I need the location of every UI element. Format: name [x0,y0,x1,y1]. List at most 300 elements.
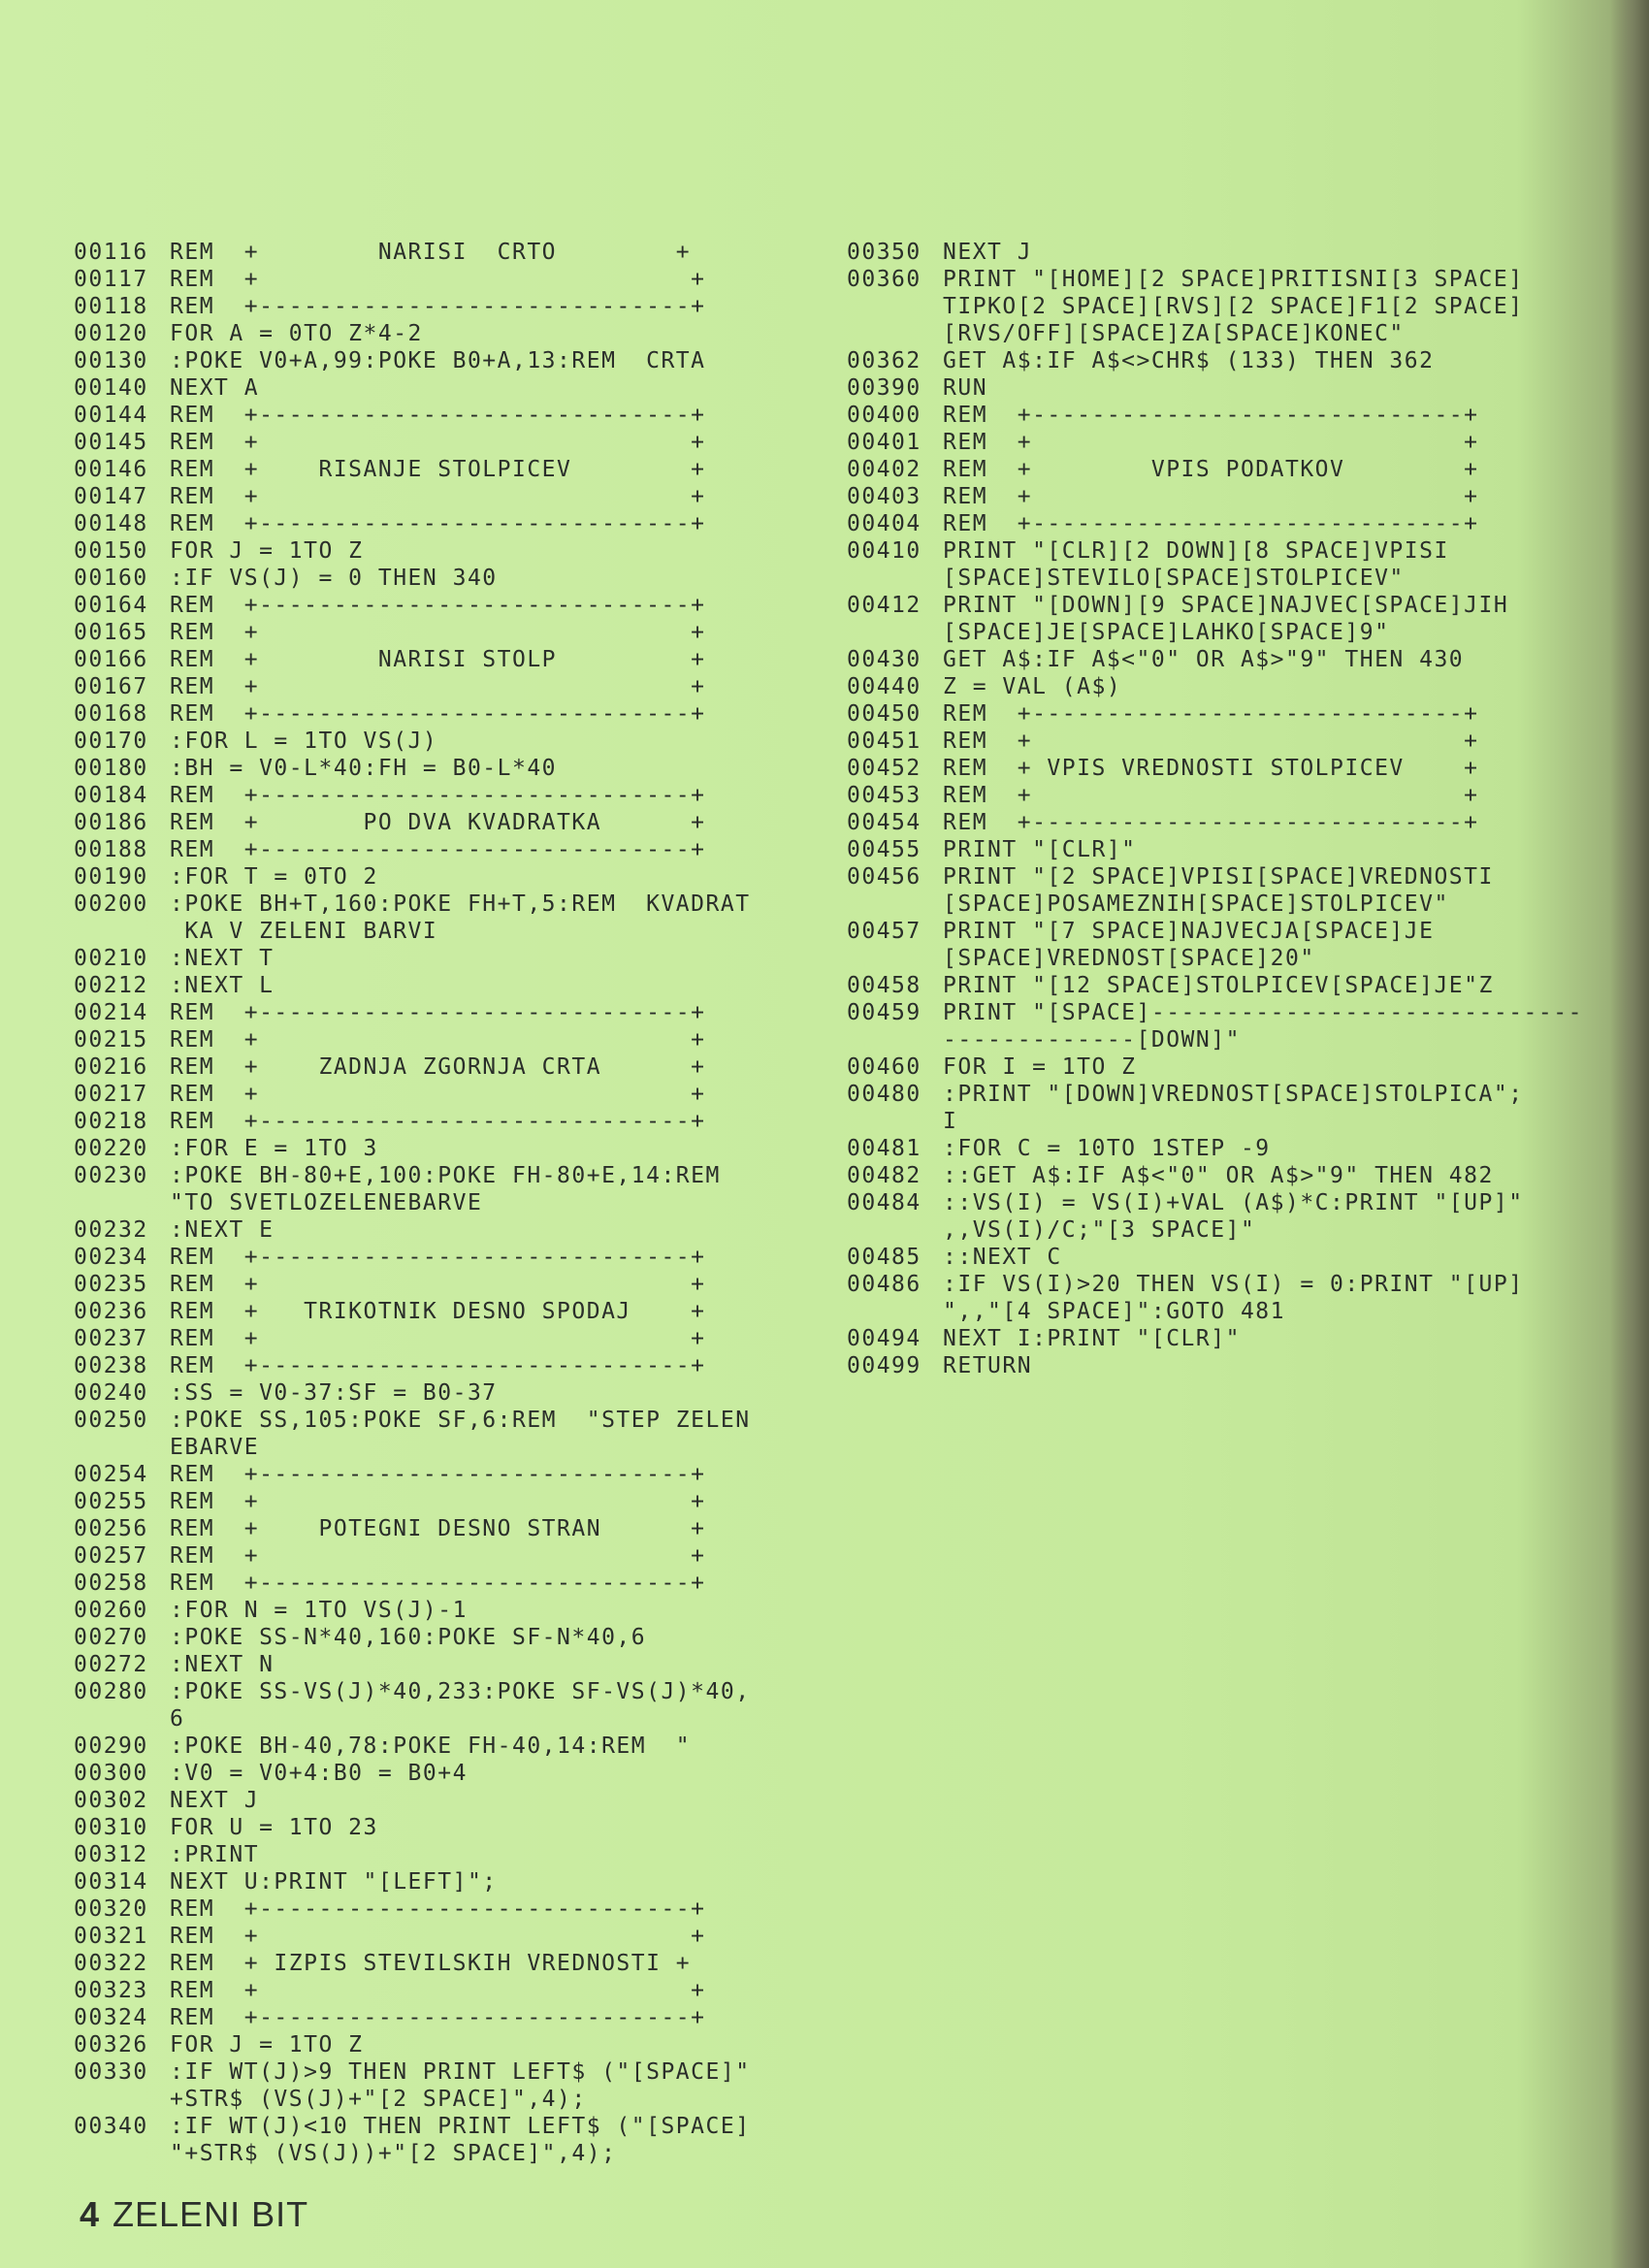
code-line [74,619,751,646]
code-line [74,1488,751,1515]
line-number: 00458 [847,973,922,998]
line-number: 00459 [847,1000,922,1025]
line-number [847,565,943,592]
line-number: 00148 [74,511,148,536]
code-line [74,782,751,809]
line-code: NEXT J [170,1788,260,1813]
line-number: 00321 [74,1924,148,1949]
code-line [74,347,751,374]
line-code: REM +-----------------------------+ [943,701,1479,727]
code-line [74,1597,751,1624]
code-line [74,1053,751,1081]
line-code: REM +-----------------------------+ [170,783,706,808]
code-line [847,972,1583,999]
line-number: 00190 [74,864,148,890]
line-number: 00430 [847,647,922,672]
line-code: 6 [170,1706,185,1732]
code-line [74,1271,751,1298]
line-code: REM +-----------------------------+ [170,403,706,428]
code-line [74,1081,751,1108]
line-number: 00330 [74,2059,148,2085]
line-code: FOR A = 0TO Z*4-2 [170,321,423,346]
code-line [847,673,1583,700]
line-code: +STR$ (VS(J)+"[2 SPACE]",4); [170,2087,587,2112]
code-line [847,483,1583,510]
line-number: 00412 [847,593,922,618]
line-code: REM +-----------------------------+ [943,810,1479,835]
code-line [74,1841,751,1868]
line-number: 00280 [74,1679,148,1704]
line-number [74,1189,170,1216]
line-code: :IF VS(I)>20 THEN VS(I) = 0:PRINT "[UP] [943,1272,1524,1297]
code-line [74,2113,751,2140]
line-code: REM + ZADNJA ZGORNJA CRTA + [170,1054,706,1080]
code-line [74,809,751,836]
line-number [74,1705,170,1733]
line-number: 00499 [847,1353,922,1378]
line-code: REM + + [943,484,1479,509]
line-code: FOR J = 1TO Z [170,538,364,564]
line-number: 00230 [74,1163,148,1188]
line-code: :NEXT E [170,1217,275,1243]
line-number: 00456 [847,864,922,890]
code-line [74,1135,751,1162]
line-code: -------------[DOWN]" [943,1027,1241,1053]
line-number: 00164 [74,593,148,618]
line-number: 00451 [847,729,922,754]
line-code: :POKE SS,105:POKE SF,6:REM "STEP ZELEN [170,1408,751,1433]
magazine-name: ZELENI BIT [113,2194,309,2234]
line-number: 00260 [74,1598,148,1623]
code-line [74,972,751,999]
code-line [847,999,1583,1026]
line-number: 00450 [847,701,922,727]
line-number: 00118 [74,294,148,319]
line-number: 00390 [847,375,922,401]
code-line [74,565,751,592]
line-number: 00457 [847,919,922,944]
code-line [74,1216,751,1244]
code-line [74,239,751,266]
line-code: REM + NARISI STOLP + [170,647,706,672]
line-number [847,320,943,347]
line-number: 00216 [74,1054,148,1080]
line-code: :POKE BH+T,160:POKE FH+T,5:REM KVADRAT [170,891,751,917]
line-code: :NEXT T [170,946,275,971]
line-code: [SPACE]JE[SPACE]LAHKO[SPACE]9" [943,620,1390,645]
line-number: 00410 [847,538,922,564]
line-code: REM + + [943,729,1479,754]
code-line [74,1325,751,1352]
code-line [74,1624,751,1651]
code-line [847,1352,1583,1379]
line-code: :FOR E = 1TO 3 [170,1136,378,1161]
line-number: 00258 [74,1571,148,1596]
code-line [74,1434,751,1461]
line-code: REM +-----------------------------+ [170,2005,706,2030]
code-line [74,320,751,347]
line-number: 00255 [74,1489,148,1514]
line-number: 00116 [74,240,148,265]
line-number: 00402 [847,457,922,482]
line-number: 00147 [74,484,148,509]
line-code: REM + + [170,1543,706,1569]
line-code: REM +-----------------------------+ [170,837,706,862]
line-number: 00220 [74,1136,148,1161]
code-line [74,1542,751,1570]
line-code: REM + PO DVA KVADRATKA + [170,810,706,835]
line-number: 00188 [74,837,148,862]
line-number [847,1108,943,1135]
line-code: REM + + [170,267,706,292]
line-number: 00237 [74,1326,148,1351]
line-code: GET A$:IF A$<>CHR$ (133) THEN 362 [943,348,1435,373]
line-code: :POKE V0+A,99:POKE B0+A,13:REM CRTA [170,348,706,373]
line-code: RUN [943,375,988,401]
line-number: 00140 [74,375,148,401]
code-line [847,1216,1583,1244]
code-line [847,891,1583,918]
line-number: 00236 [74,1299,148,1324]
line-number: 00300 [74,1761,148,1786]
code-line [74,728,751,755]
code-line [74,1162,751,1189]
line-code: REM +-----------------------------+ [943,511,1479,536]
code-line [847,456,1583,483]
code-line [847,1325,1583,1352]
line-number: 00234 [74,1245,148,1270]
code-line [74,1379,751,1407]
line-number: 00403 [847,484,922,509]
line-code: FOR U = 1TO 23 [170,1815,378,1840]
line-number [74,2086,170,2113]
code-line [847,1026,1583,1053]
line-code: REM + + [170,484,706,509]
code-line [847,537,1583,565]
code-line [74,1868,751,1895]
code-line [847,510,1583,537]
line-number: 00184 [74,783,148,808]
code-line [74,1189,751,1216]
code-line [847,1108,1583,1135]
code-line [847,429,1583,456]
line-number: 00170 [74,729,148,754]
code-line [74,456,751,483]
line-number: 00460 [847,1054,922,1080]
line-code: GET A$:IF A$<"0" OR A$>"9" THEN 430 [943,647,1465,672]
code-line [74,1298,751,1325]
line-code: PRINT "[2 SPACE]VPISI[SPACE]VREDNOSTI [943,864,1494,890]
line-code: REM + + [170,1489,706,1514]
code-line [74,1787,751,1814]
code-line [74,483,751,510]
line-code: PRINT "[HOME][2 SPACE]PRITISNI[3 SPACE] [943,267,1524,292]
line-number: 00166 [74,647,148,672]
code-line [74,891,751,918]
code-line [847,619,1583,646]
code-line [74,2140,751,2167]
page-footer [80,2194,308,2235]
page-number: 4 [80,2194,100,2234]
line-number: 00145 [74,430,148,455]
line-code: NEXT I:PRINT "[CLR]" [943,1326,1241,1351]
code-line [74,402,751,429]
line-code: :NEXT L [170,973,275,998]
code-line [847,293,1583,320]
line-code: REM + + [170,1082,706,1107]
code-line [74,429,751,456]
line-code: :FOR T = 0TO 2 [170,864,378,890]
line-code: NEXT A [170,375,260,401]
line-code: EBARVE [170,1435,260,1460]
line-code: REM +-----------------------------+ [170,1353,706,1378]
line-code: :FOR L = 1TO VS(J) [170,729,438,754]
line-number [74,2140,170,2167]
line-number: 00340 [74,2114,148,2139]
code-line [847,700,1583,728]
line-code: :POKE BH-40,78:POKE FH-40,14:REM " [170,1733,692,1759]
line-number: 00324 [74,2005,148,2030]
line-number: 00482 [847,1163,922,1188]
code-line [847,320,1583,347]
line-code: REM + + [170,1027,706,1053]
code-line [74,537,751,565]
line-code: FOR J = 1TO Z [170,2032,364,2057]
code-line [74,293,751,320]
line-code: RETURN [943,1353,1033,1378]
line-number: 00117 [74,267,148,292]
line-code: :IF VS(J) = 0 THEN 340 [170,566,498,591]
line-code: REM + + [943,783,1479,808]
line-code: REM + + [170,1326,706,1351]
code-line [847,402,1583,429]
listing-column-right [847,239,1583,1379]
line-code: NEXT J [943,240,1033,265]
code-line [74,918,751,945]
line-number: 00455 [847,837,922,862]
code-line [847,239,1583,266]
code-line [74,1977,751,2004]
line-number: 00165 [74,620,148,645]
line-code: REM + IZPIS STEVILSKIH VREDNOSTI + [170,1951,692,1976]
code-line [847,646,1583,673]
line-number: 00232 [74,1217,148,1243]
code-line [74,646,751,673]
code-line [847,755,1583,782]
line-code: REM +-----------------------------+ [170,1896,706,1922]
line-number: 00180 [74,756,148,781]
line-code: I [943,1109,958,1134]
line-number: 00480 [847,1082,922,1107]
line-code: ::NEXT C [943,1245,1062,1270]
code-line [847,347,1583,374]
line-number: 00322 [74,1951,148,1976]
code-line [74,673,751,700]
line-code: REM +-----------------------------+ [170,593,706,618]
line-number: 00312 [74,1842,148,1867]
line-code: REM +-----------------------------+ [170,1109,706,1134]
code-line [847,1244,1583,1271]
line-number [847,945,943,972]
line-code: :POKE SS-N*40,160:POKE SF-N*40,6 [170,1625,647,1650]
line-number: 00310 [74,1815,148,1840]
code-line [847,592,1583,619]
code-line [74,1733,751,1760]
line-number: 00200 [74,891,148,917]
line-code: PRINT "[CLR][2 DOWN][8 SPACE]VPISI [943,538,1449,564]
line-code: :V0 = V0+4:B0 = B0+4 [170,1761,468,1786]
code-line [74,1352,751,1379]
line-number [847,1216,943,1244]
line-number: 00453 [847,783,922,808]
line-number: 00360 [847,267,922,292]
line-number: 00214 [74,1000,148,1025]
line-number: 00257 [74,1543,148,1569]
line-number: 00486 [847,1272,922,1297]
line-code: PRINT "[7 SPACE]NAJVECJA[SPACE]JE [943,919,1435,944]
code-line [74,1026,751,1053]
code-line [74,700,751,728]
line-code: FOR I = 1TO Z [943,1054,1137,1080]
line-number: 00217 [74,1082,148,1107]
code-line [847,1271,1583,1298]
line-code: :BH = V0-L*40:FH = B0-L*40 [170,756,558,781]
line-code: REM +-----------------------------+ [170,1000,706,1025]
line-number [847,619,943,646]
page-spine-shadow [1610,0,1649,2268]
line-number: 00168 [74,701,148,727]
code-line [74,266,751,293]
code-line [847,836,1583,863]
line-number: 00302 [74,1788,148,1813]
code-line [74,2086,751,2113]
code-line [74,510,751,537]
code-line [847,1135,1583,1162]
line-code: [SPACE]POSAMEZNIH[SPACE]STOLPICEV" [943,891,1449,917]
line-number: 00484 [847,1190,922,1215]
line-code: :IF WT(J)<10 THEN PRINT LEFT$ ("[SPACE] [170,2114,751,2139]
code-line [847,1298,1583,1325]
line-number: 00404 [847,511,922,536]
line-number [74,918,170,945]
code-line [74,2004,751,2031]
line-number: 00218 [74,1109,148,1134]
code-line [74,2031,751,2058]
listing-column-left [74,239,751,2167]
code-line [74,1407,751,1434]
code-line [74,1950,751,1977]
line-code: :NEXT N [170,1652,275,1677]
code-line [847,1162,1583,1189]
line-number: 00250 [74,1408,148,1433]
line-number [847,1026,943,1053]
line-number: 00362 [847,348,922,373]
code-line [847,1189,1583,1216]
line-code: REM +-----------------------------+ [943,403,1479,428]
line-code: PRINT "[DOWN][9 SPACE]NAJVEC[SPACE]JIH [943,593,1509,618]
line-code: ::VS(I) = VS(I)+VAL (A$)*C:PRINT "[UP]" [943,1190,1524,1215]
line-code: REM + + [170,430,706,455]
code-line [74,1461,751,1488]
line-code: PRINT "[12 SPACE]STOLPICEV[SPACE]JE"Z [943,973,1494,998]
line-code: PRINT "[SPACE]----------------------------- [943,1000,1583,1025]
code-line [847,374,1583,402]
line-number: 00160 [74,566,148,591]
line-code: REM + RISANJE STOLPICEV + [170,457,706,482]
line-code: REM +-----------------------------+ [170,1571,706,1596]
code-line [74,1570,751,1597]
code-line [74,863,751,891]
line-number: 00130 [74,348,148,373]
code-line [74,1108,751,1135]
code-line [74,945,751,972]
line-code: :IF WT(J)>9 THEN PRINT LEFT$ ("[SPACE]" [170,2059,751,2085]
code-line [847,266,1583,293]
code-line [74,1923,751,1950]
line-code: :PRINT "[DOWN]VREDNOST[SPACE]STOLPICA"; [943,1082,1524,1107]
line-code: REM +-----------------------------+ [170,701,706,727]
code-line [847,863,1583,891]
line-number: 00326 [74,2032,148,2057]
code-line [74,2058,751,2086]
line-number: 00240 [74,1380,148,1406]
line-number: 00323 [74,1978,148,2003]
code-line [74,1814,751,1841]
line-code: REM + + [943,430,1479,455]
code-line [74,999,751,1026]
line-code: "TO SVETLOZELENEBARVE [170,1190,483,1215]
code-line [847,945,1583,972]
line-number: 00290 [74,1733,148,1759]
line-number: 00350 [847,240,922,265]
line-code: :FOR N = 1TO VS(J)-1 [170,1598,468,1623]
line-code: "+STR$ (VS(J))+"[2 SPACE]",4); [170,2141,617,2166]
code-line [74,592,751,619]
line-code: REM + + [170,1924,706,1949]
code-line [847,809,1583,836]
line-code: REM +-----------------------------+ [170,294,706,319]
line-number: 00210 [74,946,148,971]
line-code: PRINT "[CLR]" [943,837,1137,862]
line-code: TIPKO[2 SPACE][RVS][2 SPACE]F1[2 SPACE] [943,294,1524,319]
code-line [74,755,751,782]
line-number: 00144 [74,403,148,428]
line-number: 00452 [847,756,922,781]
line-code: REM + VPIS PODATKOV + [943,457,1479,482]
code-line [847,728,1583,755]
line-code: :POKE SS-VS(J)*40,233:POKE SF-VS(J)*40, [170,1679,751,1704]
line-number: 00494 [847,1326,922,1351]
line-number: 00254 [74,1462,148,1487]
line-number: 00212 [74,973,148,998]
line-number: 00215 [74,1027,148,1053]
line-number: 00314 [74,1869,148,1895]
code-line [74,836,751,863]
line-number: 00454 [847,810,922,835]
line-code: REM + + [170,674,706,699]
code-line [74,1515,751,1542]
code-line [847,918,1583,945]
line-number [847,293,943,320]
line-number: 00256 [74,1516,148,1541]
line-number: 00400 [847,403,922,428]
line-code: ,,VS(I)/C;"[3 SPACE]" [943,1217,1256,1243]
line-code: KA V ZELENI BARVI [170,919,438,944]
line-code: :FOR C = 10TO 1STEP -9 [943,1136,1271,1161]
line-code: REM +-----------------------------+ [170,511,706,536]
line-number: 00167 [74,674,148,699]
line-code: REM + NARISI CRTO + [170,240,692,265]
